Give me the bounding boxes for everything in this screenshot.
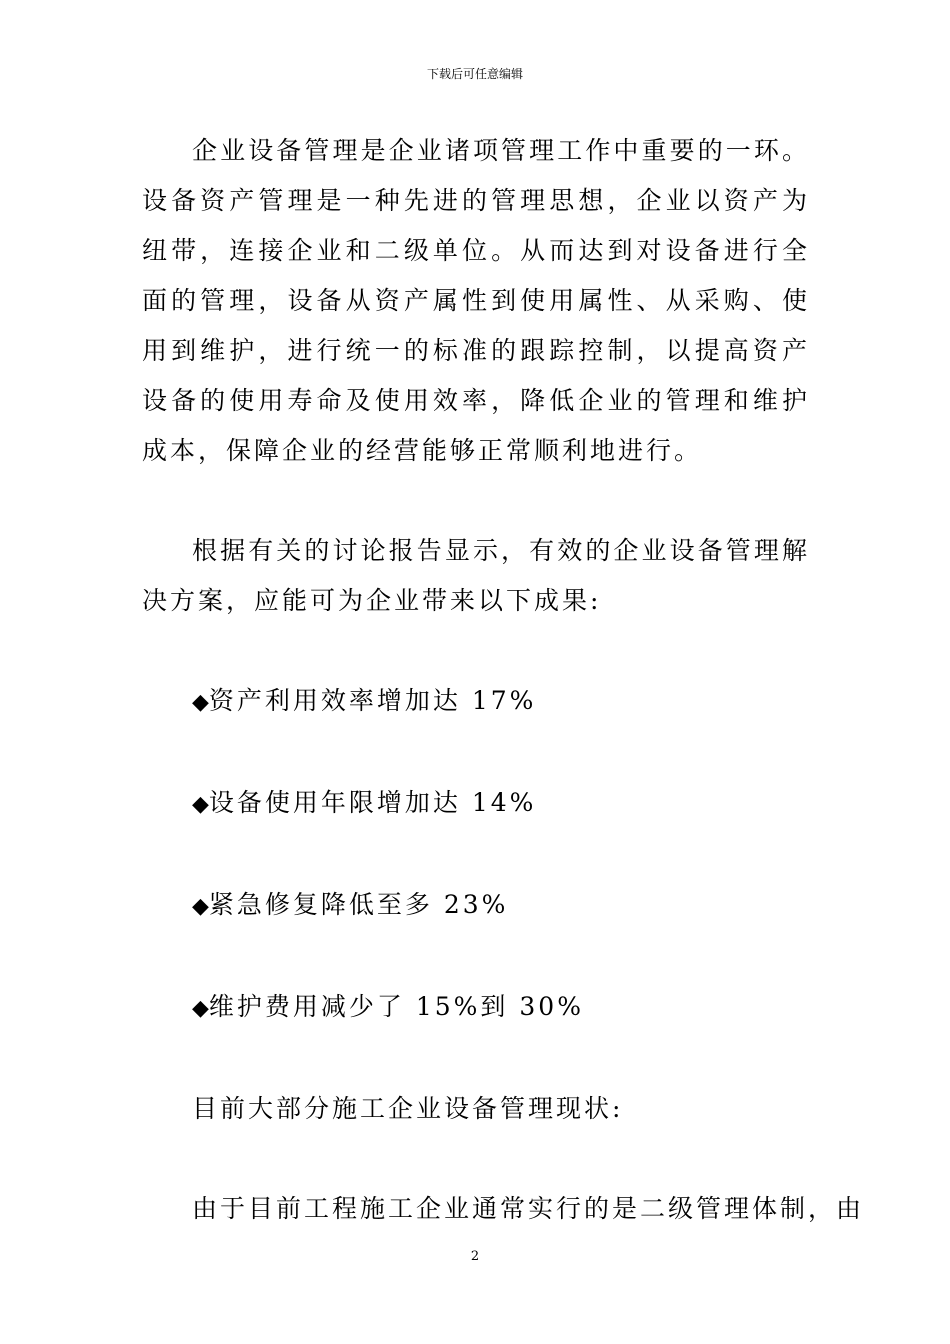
bullet-item-emergency-repair	[142, 880, 810, 932]
paragraph-research-results: 根据有关的讨论报告显示，有效的企业设备管理解决方案，应能可为企业带来以下成果:	[142, 536, 810, 615]
bullet-text: 资产利用效率增加达 17%	[208, 686, 537, 715]
bullet-text: 设备使用年限增加达 14%	[208, 788, 537, 817]
paragraph-spacer	[142, 476, 810, 526]
paragraph-spacer	[142, 626, 810, 676]
paragraph-management-system: 由于目前工程施工企业通常实行的是二级管理体制，由	[192, 1194, 865, 1223]
bullet-item-asset-efficiency	[142, 676, 810, 728]
page-number: 2	[470, 1249, 480, 1264]
paragraph-spacer	[142, 728, 810, 778]
bullet-item-maintenance-cost	[142, 982, 810, 1034]
paragraph-spacer	[142, 932, 810, 982]
paragraph-spacer	[142, 830, 810, 880]
bullet-text: 维护费用减少了 15%到 30%	[208, 992, 584, 1021]
paragraph-equipment-management: 企业设备管理是企业诸项管理工作中重要的一环。设备资产管理是一种先进的管理思想，企业以资产为纽带，连接企业和二级单位。从而达到对设备进行全面的管理，设备从资产属性到使用属性、从采购、使用到维护，进行统一的标准的跟踪控制，以提高资产设备的使用寿命及使用效率，降低企业的管理和维护成本，保障企业的经营能够正常顺利地进行。	[142, 136, 810, 465]
diamond-bullet-icon: ◆	[192, 996, 209, 1021]
diamond-bullet-icon: ◆	[192, 894, 209, 919]
paragraph-spacer	[142, 1034, 810, 1084]
page-header: 下载后可任意编辑	[426, 67, 523, 81]
diamond-bullet-icon: ◆	[192, 690, 209, 715]
status-heading: 目前大部分施工企业设备管理现状:	[192, 1094, 624, 1123]
diamond-bullet-icon: ◆	[192, 792, 209, 817]
bullet-text: 紧急修复降低至多 23%	[208, 890, 509, 919]
document-body	[142, 126, 865, 1234]
paragraph-spacer	[142, 1134, 810, 1184]
bullet-item-service-life	[142, 778, 810, 830]
